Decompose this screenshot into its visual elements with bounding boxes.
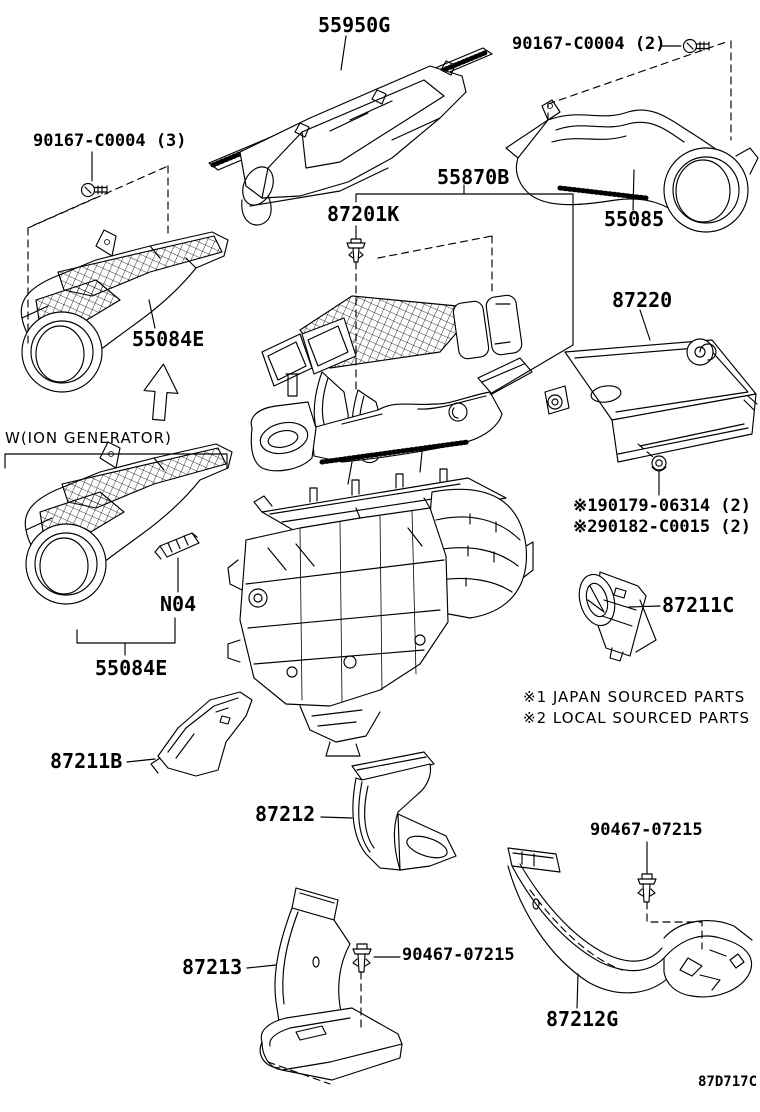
label-87220: 87220 [612,288,673,312]
label-clip-bottom: 90467-07215 [402,945,515,965]
label-55870b: 55870B [437,165,510,189]
part-55950g-drawing [209,48,492,225]
label-87201k: 87201K [327,202,400,226]
label-87211b: 87211B [50,749,123,773]
heater-unit-assembly-drawing [228,469,533,756]
label-55084e-upper: 55084E [132,327,205,351]
label-screw-top-right: 90167-C0004 (2) [512,34,666,54]
part-55084e-upper-drawing [21,230,228,392]
clip-icon-bottom [353,944,371,972]
label-screw-left: 90167-C0004 (3) [33,131,187,151]
screw-icon-top-right [684,40,710,53]
part-n04-drawing [155,533,199,559]
label-ion-generator: W(ION GENERATOR) [5,429,172,447]
label-87211c: 87211C [662,593,735,617]
label-55950g: 55950G [318,13,391,37]
label-55084e-lower: 55084E [95,656,168,680]
note-japan-sourced: ※1 JAPAN SOURCED PARTS [523,688,746,706]
part-87220-drawing [545,339,757,462]
part-55084e-lower-drawing [25,442,232,604]
direction-arrow [142,363,181,422]
part-87211c-drawing [574,570,656,661]
label-n04: N04 [160,592,197,616]
screw-icon-left [82,184,108,197]
label-clip-right: 90467-07215 [590,820,703,840]
part-87213-drawing [260,888,402,1084]
label-nut-local: ※290182-C0015 (2) [573,517,752,537]
note-local-sourced: ※2 LOCAL SOURCED PARTS [523,709,750,727]
nut-icon-87220 [652,456,666,471]
part-87212-drawing [352,752,456,870]
diagram-code: 87D717C [698,1074,758,1090]
label-87212: 87212 [255,802,316,826]
clip-icon-right [638,874,656,902]
label-87213: 87213 [182,955,243,979]
part-87211b-drawing [151,692,252,776]
clip-icon-87201k [347,239,365,262]
label-87212g: 87212G [546,1007,619,1031]
label-55085: 55085 [604,207,665,231]
label-nut-japan: ※190179-06314 (2) [573,496,752,516]
part-87212g-drawing [508,848,752,997]
